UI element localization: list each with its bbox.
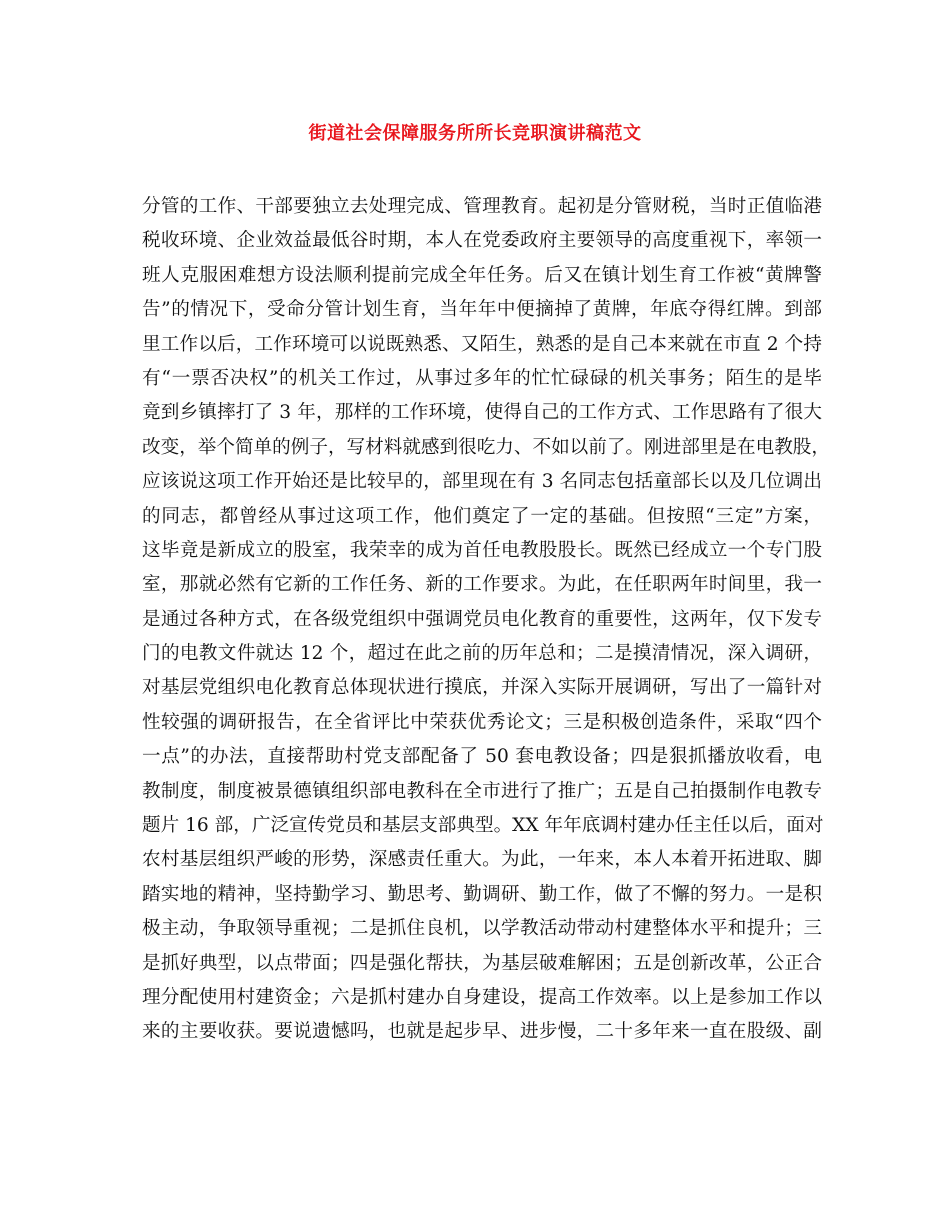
body-line: 一点”的办法，直接帮助村党支部配备了 50 套电教设备；四是狠抓播放收看，电 <box>142 746 822 768</box>
body-line: 性较强的调研报告，在全省评比中荣获优秀论文；三是积极创造条件，采取“四个 <box>142 711 822 733</box>
body-line: 室，那就必然有它新的工作任务、新的工作要求。为此，在任职两年时间里，我一 <box>142 574 822 596</box>
body-line: 是抓好典型，以点带面；四是强化帮扶，为基层破难解困；五是创新改革，公正合 <box>142 952 822 974</box>
body-line: 应该说这项工作开始还是比较早的，部里现在有 3 名同志包括童部长以及几位调出 <box>142 471 822 493</box>
body-line: 题片 16 部，广泛宣传党员和基层支部典型。XX 年年底调村建办任主任以后，面对 <box>142 815 824 837</box>
body-line: 理分配使用村建资金；六是抓村建办自身建设，提高工作效率。以上是参加工作以 <box>142 986 822 1008</box>
body-line: 是通过各种方式，在各级党组织中强调党员电化教育的重要性，这两年，仅下发专 <box>142 608 822 630</box>
body-line: 来的主要收获。要说遗憾吗，也就是起步早、进步慢，二十多年来一直在股级、副 <box>142 1021 822 1043</box>
body-line: 有“一票否决权”的机关工作过，从事过多年的忙忙碌碌的机关事务；陌生的是毕 <box>142 367 822 389</box>
body-line: 农村基层组织严峻的形势，深感责任重大。为此，一年来，本人本着开拓进取、脚 <box>142 849 822 871</box>
body-line: 极主动，争取领导重视；二是抓住良机，以学教活动带动村建整体水平和提升；三 <box>142 918 822 940</box>
body-line: 对基层党组织电化教育总体现状进行摸底，并深入实际开展调研，写出了一篇针对 <box>142 677 822 699</box>
body-line: 的同志，都曾经从事过这项工作，他们奠定了一定的基础。但按照“三定”方案， <box>142 505 822 527</box>
body-line: 税收环境、企业效益最低谷时期，本人在党委政府主要领导的高度重视下，率领一 <box>142 230 822 252</box>
body-line: 改变，举个简单的例子，写材料就感到很吃力、不如以前了。刚进部里是在电教股， <box>142 436 830 458</box>
body-line: 分管的工作、干部要独立去处理完成、管理教育。起初是分管财税，当时正值临港 <box>142 196 822 217</box>
body-line: 这毕竟是新成立的股室，我荣幸的成为首任电教股股长。既然已经成立一个专门股 <box>142 539 822 561</box>
body-line: 竟到乡镇摔打了 3 年，那样的工作环境，使得自己的工作方式、工作思路有了很大 <box>142 402 822 424</box>
body-line: 门的电教文件就达 12 个，超过在此之前的历年总和；二是摸清情况，深入调研， <box>142 643 822 665</box>
body-line: 踏实地的精神，坚持勤学习、勤思考、勤调研、勤工作，做了不懈的努力。一是积 <box>142 883 822 905</box>
body-line: 教制度，制度被景德镇组织部电教科在全市进行了推广；五是自己拍摄制作电教专 <box>142 780 822 802</box>
document-title: 街道社会保障服务所所长竞职演讲稿范文 <box>308 123 642 144</box>
document-body <box>142 190 830 1050</box>
body-line: 里工作以后，工作环境可以说既熟悉、又陌生，熟悉的是自己本来就在市直 2 个持 <box>142 333 822 355</box>
body-line: 告”的情况下，受命分管计划生育，当年年中便摘掉了黄牌，年底夺得红牌。到部 <box>142 299 822 321</box>
body-line: 班人克服困难想方设法顺利提前完成全年任务。后又在镇计划生育工作被“黄牌警 <box>142 264 822 286</box>
